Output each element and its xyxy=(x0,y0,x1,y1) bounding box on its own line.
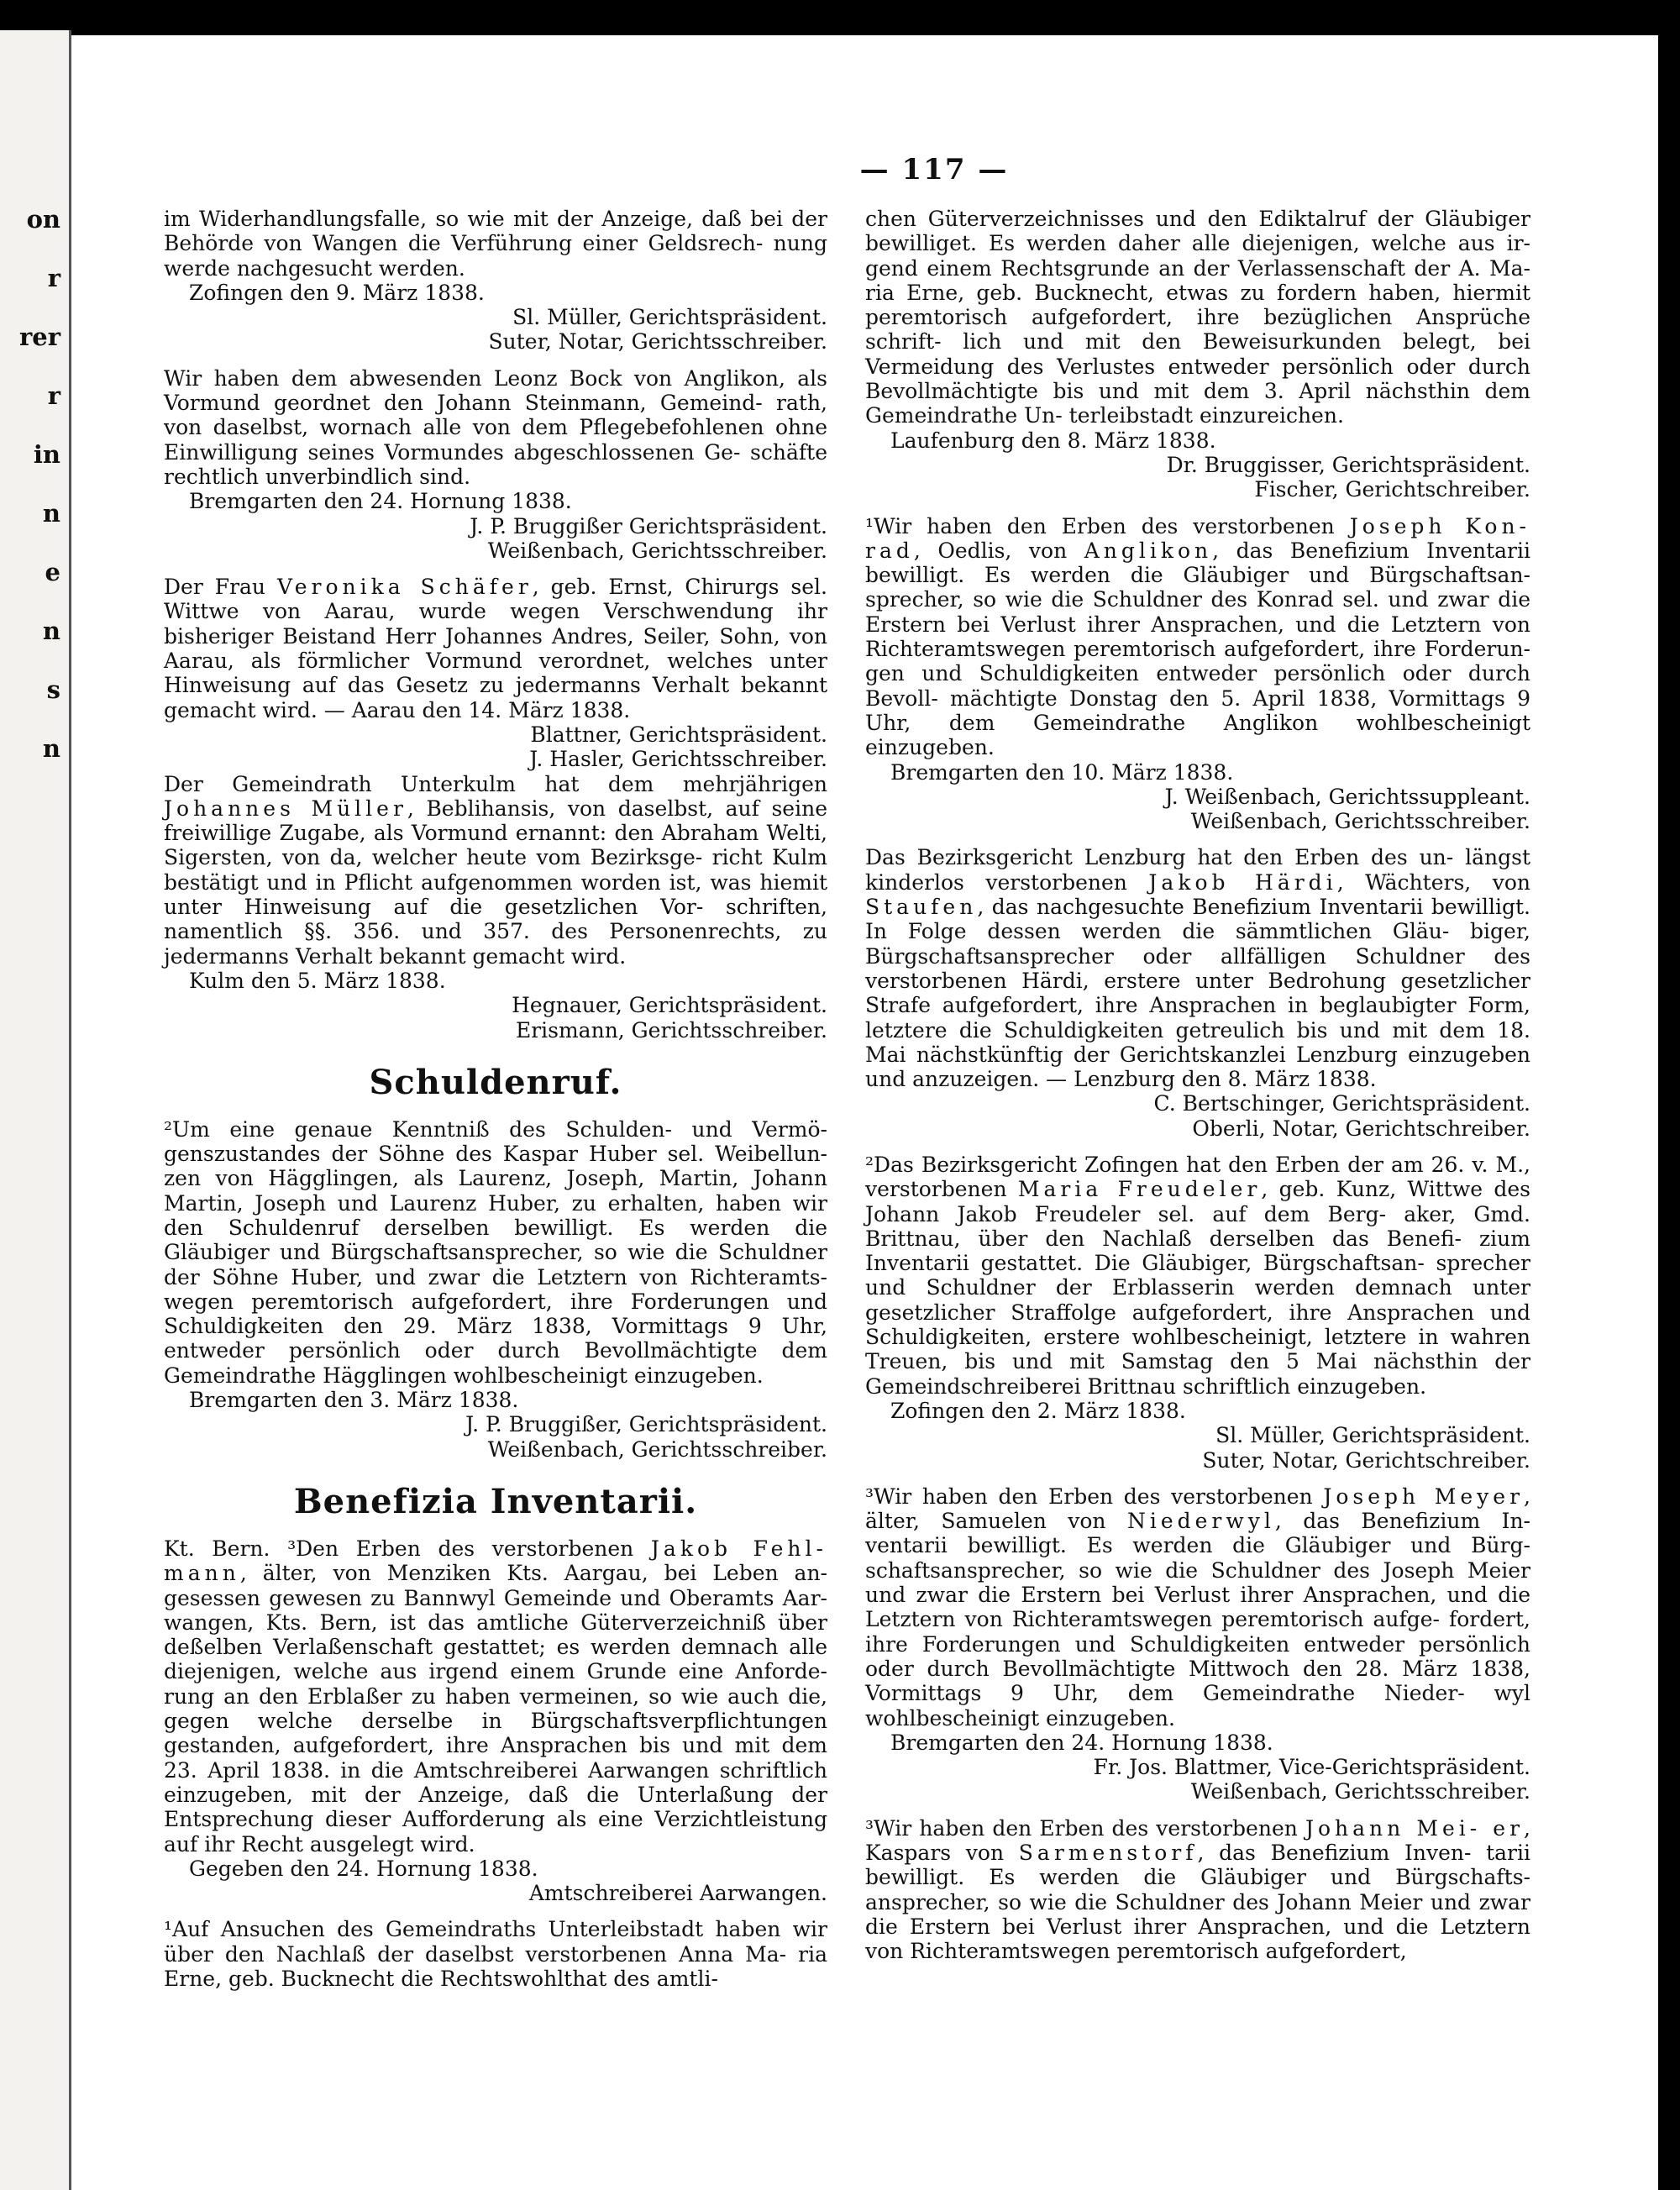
notice-date: Laufenburg den 8. März 1838. xyxy=(890,428,1216,453)
prev-line: in xyxy=(33,440,60,469)
prev-line: n xyxy=(42,617,60,645)
signature: Sl. Müller, Gerichtspräsident. xyxy=(1215,1423,1530,1448)
signature: Blattner, Gerichtspräsident. xyxy=(530,722,827,747)
notice-paragraph: chen Güterverzeichnisses und den Ediktalruf der Gläubiger bewilliget. Es werden daher alle diejenigen, welche aus ir- gend einem Rechtsgrunde an der Verlassenschaft der A. Ma- ria Erne, geb. Bucknecht, etwas zu fordern haben, hiermit peremtorisch aufgefordert, ihre bezüglichen Ansprüche schrift- lich und mit den Beweisurkunden belegt, bei Vermeidung des Verlustes entweder persönlich oder durch Bevollmächtigte bis und mit dem 3. April nächsthin dem Gemeindrathe Un- terleibstadt einzureichen. xyxy=(865,207,1530,428)
text: , das nachgesuchte Benefizium Inventarii bewilligt. In Folge dessen werden die sämmtlichen Gläu- biger, Bürgschaftsansprecher oder allfälligen Schuldner des verstorbenen Härdi, erstere unter Bedrohung gesetzlicher Strafe aufgefordert, ihre Ansprachen in beglaubigter Form, letztere die Schuldigkeiten getreulich bis und mit dem 18. Mai nächstkünftig der Gerichtskanzlei Lenzburg einzugeben und anzuzeigen. — Lenzburg den 8. März 1838. xyxy=(865,895,1530,1092)
notice-date: Zofingen den 2. März 1838. xyxy=(890,1398,1186,1423)
text: ³Wir haben den Erben des verstorbenen xyxy=(865,1815,1298,1841)
text: , das Benefizium Inven- tarii bewilligt. Es werden die Gläubiger und Bürgschafts- ansprecher, so wie die Schuldner des Johann Meier und zwar die Erstern bei Verlust ihrer Ansprachen, und die Letztern von Richteramtswegen peremtorisch aufgefordert, xyxy=(865,1841,1530,1964)
notice-paragraph xyxy=(865,1484,1530,1730)
notice-paragraph: ²Um eine genaue Kenntniß des Schulden- und Vermö- genszustandes der Söhne des Kaspar Huber sel. Weibellun- zen von Hägglingen, als Laurenz, Joseph, Martin, Johann Martin, Joseph und Laurenz Huber, zu erhalten, haben wir den Schuldenruf derselben bewilligt. Es werden die Gläubiger und Bürgschaftsansprecher, so wie die Schuldner der Söhne Huber, und zwar die Letztern von Richteramts- wegen peremtorisch aufgefordert, ihre Forderungen und Schuldigkeiten den 29. März 1838, Vormittags 9 Uhr, entweder persönlich oder durch Bevollmächtigte dem Gemeindrathe Hägglingen wohlbescheinigt einzugeben. xyxy=(164,1116,827,1388)
text: Der Gemeindrath Unterkulm hat dem mehrjährigen xyxy=(164,771,827,796)
notice-paragraph xyxy=(164,1536,827,1857)
section-heading: Benefizia Inventarii. xyxy=(293,1481,698,1521)
place-name: Staufen xyxy=(865,895,978,920)
scan-border-top xyxy=(0,0,1680,35)
notice-date: Kulm den 5. März 1838. xyxy=(189,968,446,993)
notice-date: Bremgarten den 3. März 1838. xyxy=(189,1388,519,1413)
prev-line: rer xyxy=(18,323,60,351)
text: ³Wir haben den Erben des verstorbenen xyxy=(865,1484,1313,1509)
person-name: Johann Mei- er xyxy=(1305,1815,1525,1841)
right-column xyxy=(865,207,1530,1963)
notice-paragraph xyxy=(865,845,1530,1091)
person-name: Veronika Schäfer xyxy=(277,575,533,600)
text: Kt. Bern. ³Den Erben des verstorbenen xyxy=(164,1536,634,1561)
text: , das Benefizium Inventarii bewilligt. Es werden die Gläubiger und Bürgschaftsan- sprecher, so wie die Schuldner des Konrad sel. und zwar die Erstern bei Verlust ihrer Ansprachen, und die Letztern von Richteramtswegen peremtorisch aufgefordert, ihre Forderun- gen und Schuldigkeiten entweder persönlich oder durch Bevoll- mächtigte Donstag den 5. April 1838, Vormittags 9 Uhr, dem Gemeindrathe Anglikon wohlbescheinigt einzugeben. xyxy=(865,538,1530,760)
signature: J. Hasler, Gerichtsschreiber. xyxy=(529,747,827,772)
notice-date: Bremgarten den 24. Hornung 1838. xyxy=(189,489,572,514)
text: , älter, von Menziken Kts. Aargau, bei Leben an- gesessen gewesen zu Bannwyl Gemeinde und Oberamts Aar- wangen, Kts. Bern, ist das amtliche Güterverzeichniß über deßelben Verlaßenschaft gestattet; es werden demnach alle diejenigen, welche aus irgend einem Grunde eine Anforde- rung an den Erblaßer zu haben vermeinen, so wie auch die, gegen welche derselbe in Bürgschaftsverpflichtungen gestanden, aufgefordert, ihre Ansprachen bis und mit dem 23. April 1838. in die Amtschreiberei Aarwangen schriftlich einzugeben, mit der Anzeige, daß die Unterlaßung der Entsprechung dieser Aufforderung als eine Verzichtleistung auf ihr Recht ausgelegt wird. xyxy=(164,1561,827,1857)
signature: Weißenbach, Gerichtsschreiber. xyxy=(487,1436,827,1462)
signature: Suter, Notar, Gerichtschreiber. xyxy=(1202,1447,1530,1473)
place-name: Niederwyl xyxy=(1126,1509,1275,1534)
place-name: Sarmenstorf xyxy=(1018,1841,1198,1865)
notice-paragraph xyxy=(164,772,827,969)
prev-line: s xyxy=(46,675,60,704)
text: Der Frau xyxy=(164,575,266,600)
prev-line: r xyxy=(47,381,60,410)
text: , geb. Kunz, Wittwe des Johann Jakob Freudeler sel. auf dem Berg- aker, Gmd. Brittnau, über den Nachlaß derselben das Benefi- zium Inventarii gestattet. Die Gläubiger, Bürgschaftsan- sprecher und Schuldner der Erblasserin werden demnach unter gesetzlicher Straffolge aufgefordert, ihre Ansprachen und Schuldigkeiten, erstere wohlbescheinigt, letztere in wahren Treuen, bis und mit Samstag den 5 Mai nächsthin der Gemeindschreiberei Brittnau schriftlich einzugeben. xyxy=(865,1177,1530,1399)
notice-paragraph: ¹Auf Ansuchen des Gemeindraths Unterleibstadt haben wir über den Nachlaß der daselbst verstorbenen Anna Ma- ria Erne, geb. Bucknecht die Rechtswohlthat des amtli- xyxy=(164,1917,827,1991)
person-name: Joseph Meyer xyxy=(1323,1484,1525,1509)
signature: Suter, Notar, Gerichtsschreiber. xyxy=(488,329,827,354)
signature: Erismann, Gerichtsschreiber. xyxy=(515,1017,827,1042)
previous-page-edge xyxy=(0,30,71,2190)
place-name: Anglikon xyxy=(1084,538,1213,563)
text: ¹Wir haben den Erben des verstorbenen xyxy=(865,513,1335,538)
text: ²Das Bezirksgericht Zofingen hat den Erben der am 26. v. M., verstorbenen xyxy=(865,1152,1530,1202)
signature: Amtschreiberei Aarwangen. xyxy=(528,1881,827,1906)
prev-line: on xyxy=(26,205,60,234)
text: , Kaspars von xyxy=(865,1815,1530,1865)
notice-date: Zofingen den 9. März 1838. xyxy=(189,280,485,305)
text: Das Bezirksgericht Lenzburg hat den Erben des un- längst kinderlos verstorbenen xyxy=(865,845,1530,895)
person-name: Jakob Fehl- mann xyxy=(164,1536,827,1586)
prev-line: n xyxy=(42,499,60,528)
notice-paragraph xyxy=(865,514,1530,760)
prev-line: e xyxy=(45,558,60,586)
scan-border-right xyxy=(1658,0,1680,2190)
person-name: Johannes Müller xyxy=(164,796,407,821)
signature: J. P. Bruggißer Gerichtspräsident. xyxy=(470,513,827,538)
text: , Wächters, von xyxy=(1336,869,1530,895)
text: , Beblihansis, von daselbst, auf seine freiwillige Zugabe, als Vormund ernannt: den Abraham Welti, Sigersten, von da, welcher heute vom Bezirksge- richt Kulm bestätigt und in Pflicht aufgenommen worden ist, was hiemit unter Hinweisung auf die gesetzlichen Vor- schriften, namentlich §§. 356. und 357. des Personenrechts, zu jedermanns Verhalt bekannt gemacht wird. xyxy=(164,796,827,969)
signature: Hegnauer, Gerichtspräsident. xyxy=(512,993,827,1018)
notice-paragraph: im Widerhandlungsfalle, so wie mit der Anzeige, daß bei der Behörde von Wangen die Verführung einer Geldsrech- nung werde nachgesucht werden. xyxy=(164,207,827,281)
prev-line: r xyxy=(47,264,60,292)
signature: Sl. Müller, Gerichtspräsident. xyxy=(512,305,827,330)
left-column xyxy=(164,207,827,1991)
person-name: Joseph Kon- rad xyxy=(865,513,1530,563)
notice-date: Bremgarten den 24. Hornung 1838. xyxy=(890,1730,1273,1755)
person-name: Jakob Härdi xyxy=(1148,869,1337,895)
signature: J. P. Bruggißer, Gerichtspräsident. xyxy=(465,1412,827,1437)
previous-page-text xyxy=(2,190,60,778)
signature: J. Weißenbach, Gerichtssuppleant. xyxy=(1164,784,1530,809)
notice-paragraph xyxy=(164,575,827,722)
signature: Fr. Jos. Blattmer, Vice-Gerichtspräsident. xyxy=(1093,1755,1530,1780)
signature: Fischer, Gerichtschreiber. xyxy=(1254,477,1530,502)
text: , älter, Samuelen von xyxy=(865,1484,1530,1534)
signature: Weißenbach, Gerichtsschreiber. xyxy=(1190,1779,1530,1804)
notice-paragraph: Wir haben dem abwesenden Leonz Bock von Anglikon, als Vormund geordnet den Johann Steinmann, Gemeind- rath, von daselbst, wornach alle von dem Pflegebefohlenen ohne Einwilligung seines Vormundes abgeschlossenen Ge- schäfte rechtlich unverbindlich sind. xyxy=(164,365,827,489)
signature: Oberli, Notar, Gerichtschreiber. xyxy=(1192,1116,1530,1141)
notice-paragraph xyxy=(865,1816,1530,1964)
notice-date: Gegeben den 24. Hornung 1838. xyxy=(189,1856,538,1881)
signature: C. Bertschinger, Gerichtspräsident. xyxy=(1153,1091,1530,1116)
signature: Weißenbach, Gerichtsschreiber. xyxy=(1190,809,1530,834)
notice-date: Bremgarten den 10. März 1838. xyxy=(890,759,1234,785)
text: , das Benefizium In- ventarii bewilligt. Es werden die Gläubiger und Bürg- schaftsansprecher, so wie die Schuldner des Joseph Meier und zwar die Erstern bei Verlust ihrer Ansprachen, und die Letztern von Richteramtswegen peremtorisch aufge- fordert, ihre Forderungen und Schuldigkeiten entweder persönlich oder durch Bevollmächtigte Mittwoch den 28. März 1838, Vormittags 9 Uhr, dem Gemeindrathe Nieder- wyl wohlbescheinigt einzugeben. xyxy=(865,1509,1530,1730)
page-number: — 117 — xyxy=(859,153,1009,186)
signature: Weißenbach, Gerichtsschreiber. xyxy=(487,538,827,563)
notice-paragraph xyxy=(865,1153,1530,1399)
section-heading: Schuldenruf. xyxy=(369,1062,622,1102)
person-name: Maria Freudeler xyxy=(1017,1177,1262,1202)
prev-line: n xyxy=(42,734,60,763)
text: , Oedlis, von xyxy=(913,538,1068,563)
signature: Dr. Bruggisser, Gerichtspräsident. xyxy=(1166,452,1530,477)
text: , geb. Ernst, Chirurgs sel. Wittwe von Aarau, wurde wegen Verschwendung ihr bisheriger Beistand Herr Johannes Andres, Seiler, Sohn, von Aarau, als förmlicher Vormund verordnet, welches unter Hinweisung auf das Gesetz zu jedermanns Verhalt bekannt gemacht wird. — Aarau den 14. März 1838. xyxy=(164,575,827,722)
